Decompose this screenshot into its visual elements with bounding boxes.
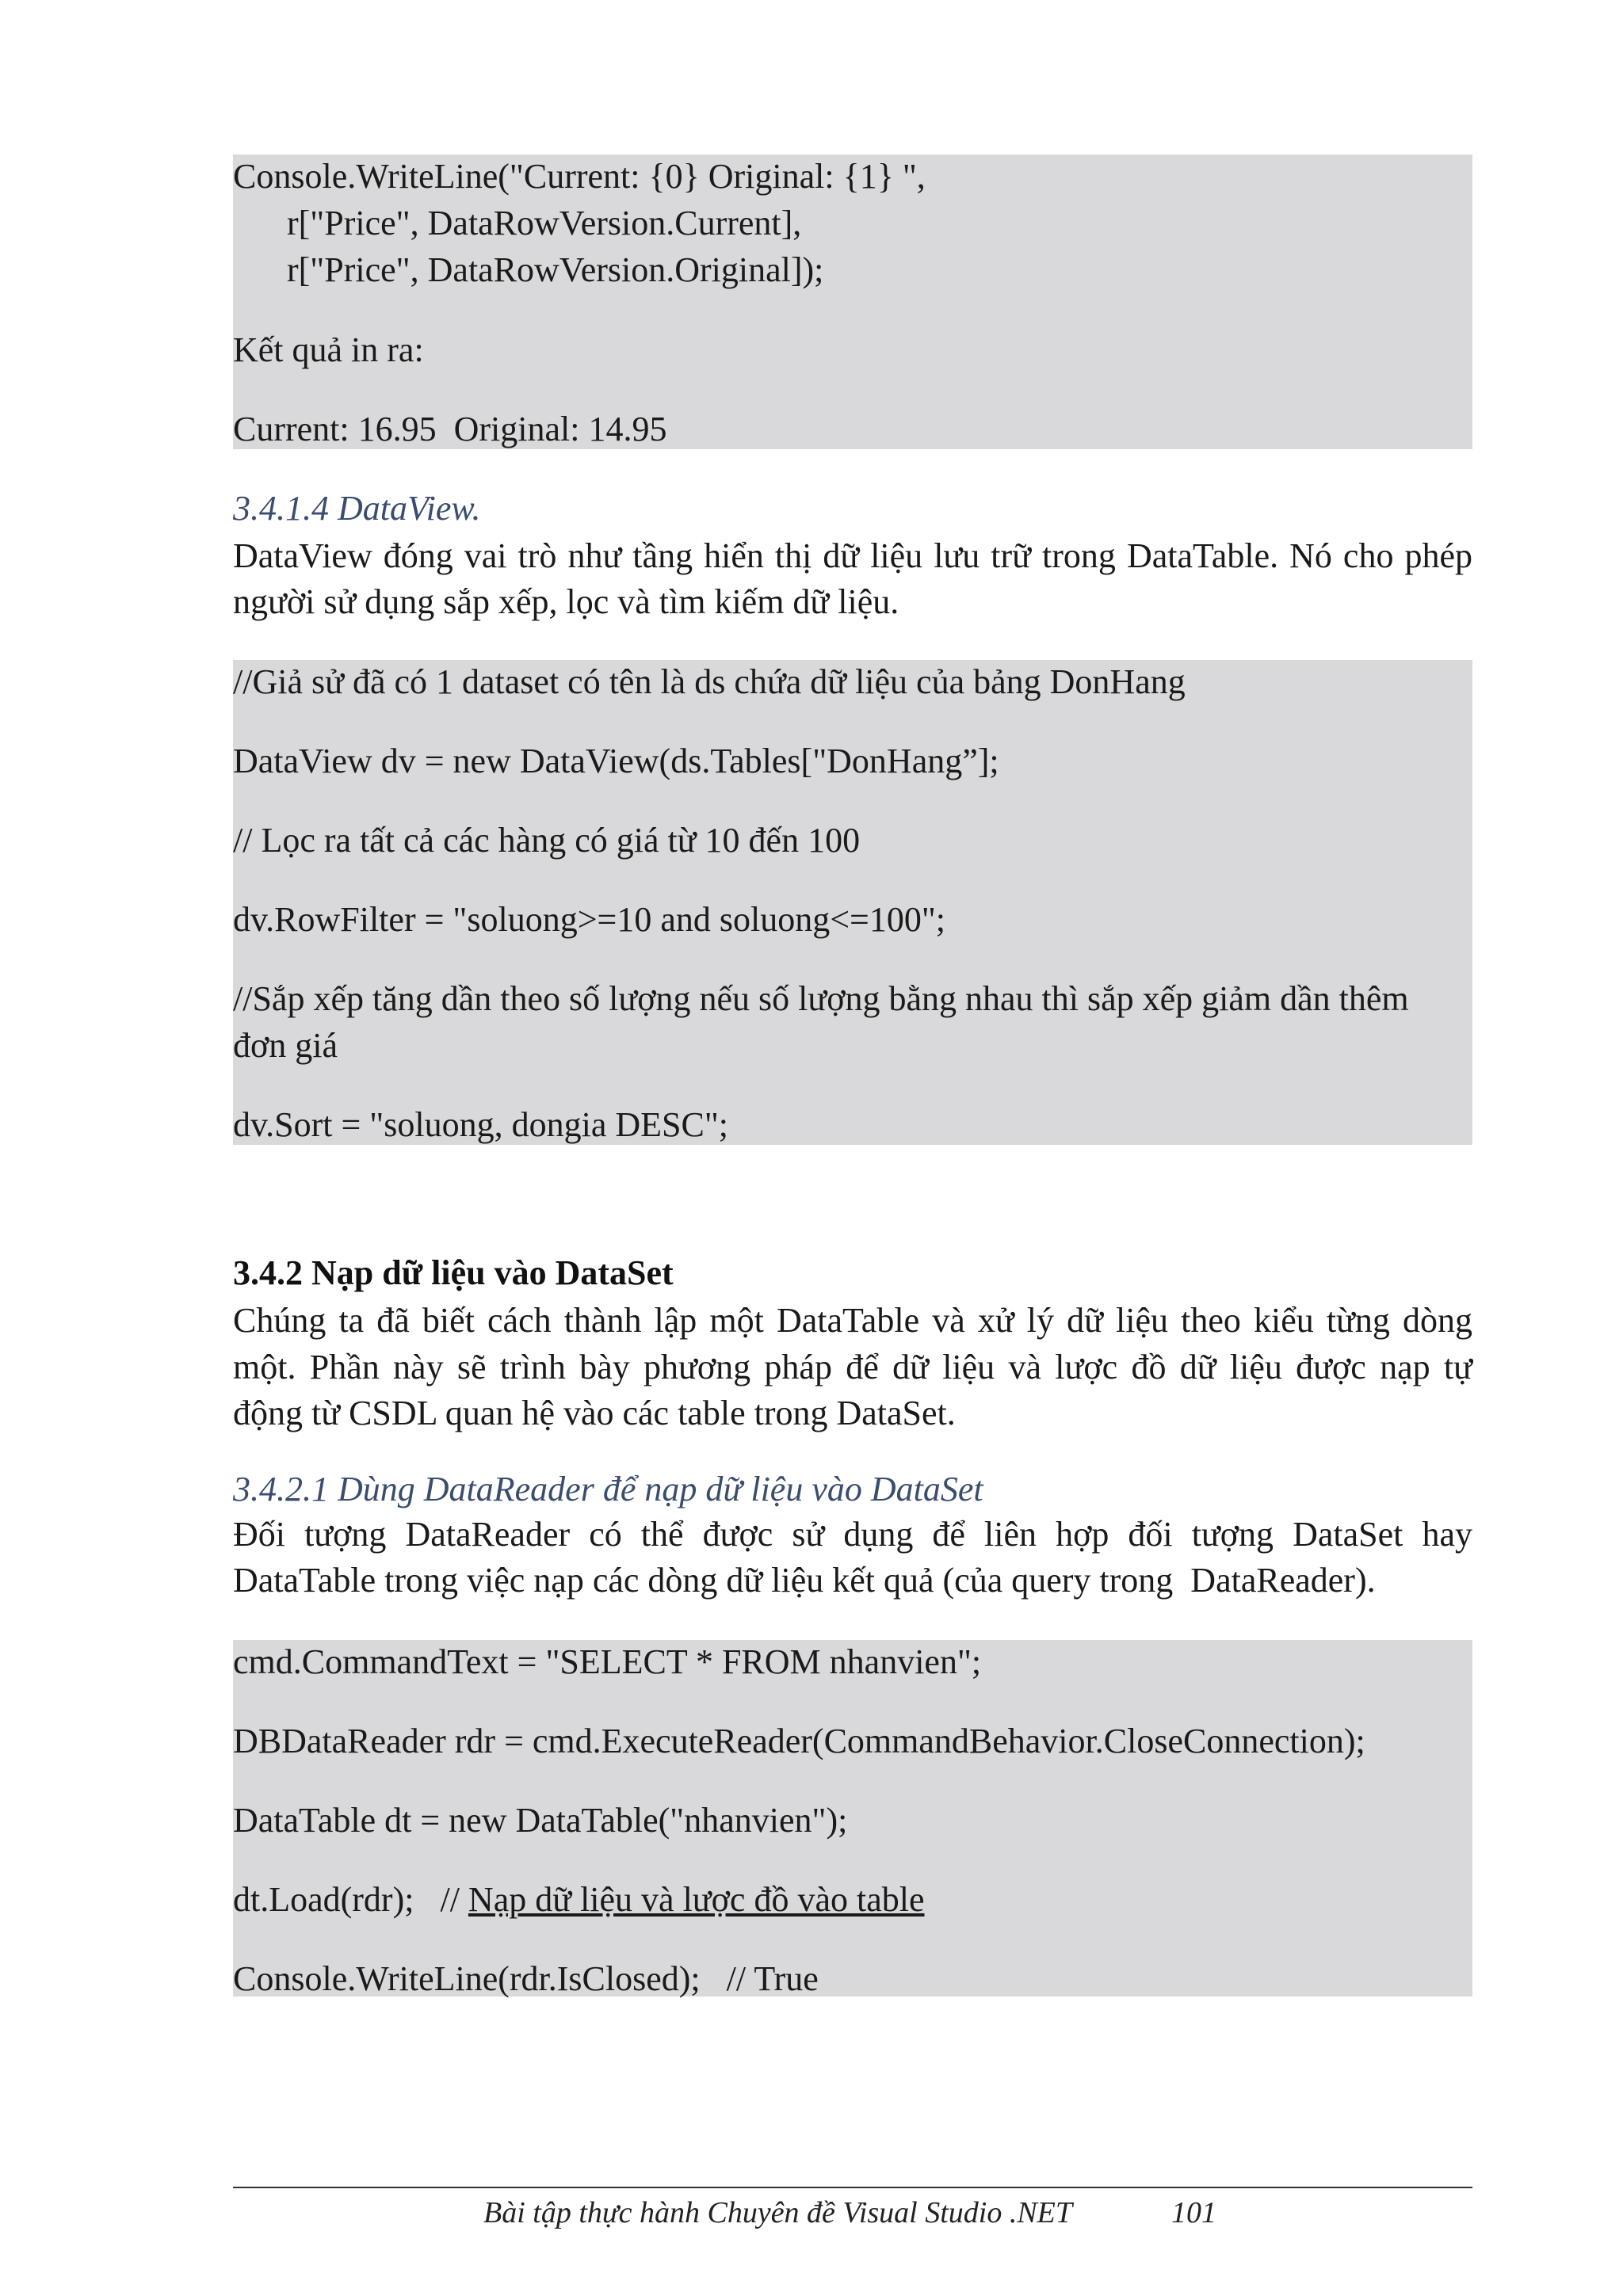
code-line: r["Price", DataRowVersion.Current],	[287, 204, 802, 242]
paragraph-line: động từ CSDL quan hệ vào các table trong DataSet.	[233, 1394, 956, 1432]
code-line: cmd.CommandText = "SELECT * FROM nhanvien";	[233, 1642, 982, 1681]
paragraph-line: người sử dụng sắp xếp, lọc và tìm kiếm dữ liệu.	[233, 582, 899, 621]
footer-title: Bài tập thực hành Chuyên đề Visual Studio .NET	[483, 2196, 1073, 2229]
section-heading: 3.4.1.4 DataView.	[233, 489, 481, 528]
paragraph-line: Đối tượng DataReader có thể được sử dụng để liên hợp đối tượng DataSet hay	[233, 1515, 1472, 1554]
result-label: Kết quả in ra:	[233, 330, 424, 369]
code-line: //Sắp xếp tăng dần theo số lượng nếu số lượng bằng nhau thì sắp xếp giảm dần thêm	[233, 979, 1409, 1018]
section-heading: 3.4.2 Nạp dữ liệu vào DataSet	[233, 1253, 674, 1292]
footer-divider	[233, 2187, 1472, 2188]
code-line: DBDataReader rdr = cmd.ExecuteReader(CommandBehavior.CloseConnection);	[233, 1722, 1365, 1760]
underlined-comment: Nạp dữ liệu và lược đồ vào table	[468, 1880, 925, 1919]
code-line: Console.WriteLine(rdr.IsClosed); // True	[233, 1959, 819, 1998]
code-line: đơn giá	[233, 1026, 338, 1065]
code-line: DataTable dt = new DataTable("nhanvien");	[233, 1801, 848, 1840]
code-line: DataView dv = new DataView(ds.Tables["DonHang”];	[233, 742, 999, 780]
code-line: dv.Sort = "soluong, dongia DESC";	[233, 1105, 729, 1144]
result-value: Current: 16.95 Original: 14.95	[233, 410, 667, 448]
paragraph-line: Chúng ta đã biết cách thành lập một DataTable và xử lý dữ liệu theo kiểu từng dòng	[233, 1301, 1472, 1340]
paragraph-line: một. Phần này sẽ trình bày phương pháp để dữ liệu và lược đồ dữ liệu được nạp tự	[233, 1348, 1472, 1386]
section-heading: 3.4.2.1 Dùng DataReader để nạp dữ liệu vào DataSet	[233, 1470, 983, 1508]
paragraph-line: DataView đóng vai trò như tầng hiển thị dữ liệu lưu trữ trong DataTable. Nó cho phép	[233, 536, 1472, 575]
page-number: 101	[1171, 2196, 1216, 2229]
code-text: dt.Load(rdr); //	[233, 1880, 468, 1919]
code-line: // Lọc ra tất cả các hàng có giá từ 10 đến 100	[233, 821, 861, 860]
code-line	[233, 1877, 1472, 1923]
paragraph-line: DataTable trong việc nạp các dòng dữ liệu kết quả (của query trong DataReader).	[233, 1561, 1376, 1600]
code-line: //Giả sử đã có 1 dataset có tên là ds chứa dữ liệu của bảng DonHang	[233, 662, 1186, 701]
code-line: r["Price", DataRowVersion.Original]);	[287, 250, 824, 289]
code-line: dv.RowFilter = "soluong>=10 and soluong<=100";	[233, 900, 946, 939]
code-line: Console.WriteLine("Current: {0} Original: {1} ",	[233, 157, 926, 196]
